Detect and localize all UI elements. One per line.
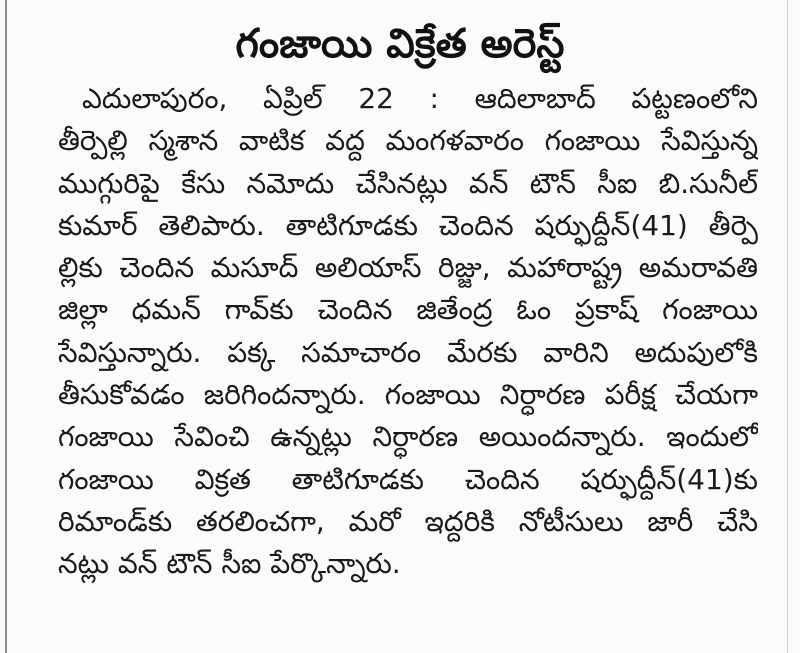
article-line: రిమాండ్‌కు తరలించగా, మరో ఇద్దరికి నోటీసులు జారీ చేసి (58, 504, 758, 538)
article-line: ల్లికు చెందిన మసూద్ అలియాస్ రిజ్జు, మహారాష్ట్ర అమరావతి (58, 251, 758, 285)
article-body (58, 78, 758, 586)
article-line: సేవిస్తున్నారు. పక్క సమాచారం మేరకు వారిని అదుపులోకి (58, 335, 758, 369)
article-line: నట్లు వన్ టౌన్ సీఐ పేర్కొన్నారు. (58, 547, 401, 581)
article-line: గంజాయి సేవించి ఉన్నట్లు నిర్ధారణ అయిందన్నారు. ఇందులో (58, 420, 758, 454)
article-line: ముగ్గురిపై కేసు నమోదు చేసినట్లు వన్ టౌన్ సీఐ బి.సునీల్ (58, 166, 758, 200)
article-line: గంజాయి విక్రత తాటిగూడకు చెందిన షర్ఫుద్దీన్(41)కు (58, 462, 758, 496)
article-line: ఎదులాపురం, ఏప్రిల్ 22 : ఆదిలాబాద్ పట్టణంలోని (82, 82, 758, 115)
right-column-rule (787, 0, 788, 653)
article-line: తీర్పెల్లి స్మశాన వాటిక వద్ద మంగళవారం గంజాయి సేవిస్తున్న (58, 124, 758, 158)
article-line: జిల్లా ధమన్ గావ్‌కు చెందిన జితేంద్ర ఓం ప్రకాష్ గంజాయి (58, 293, 758, 327)
article-line: తీసుకోవడం జరిగిందన్నారు. గంజాయి నిర్ధారణ పరీక్ష చేయగా (58, 378, 758, 412)
headline: గంజాయి విక్రేత అరెస్ట్ (235, 21, 565, 67)
left-column-rule (5, 0, 7, 653)
article-line: కుమార్ తెలిపారు. తాటిగూడకు చెందిన షర్ఫుద్దీన్(41) తీర్పె (58, 208, 758, 242)
